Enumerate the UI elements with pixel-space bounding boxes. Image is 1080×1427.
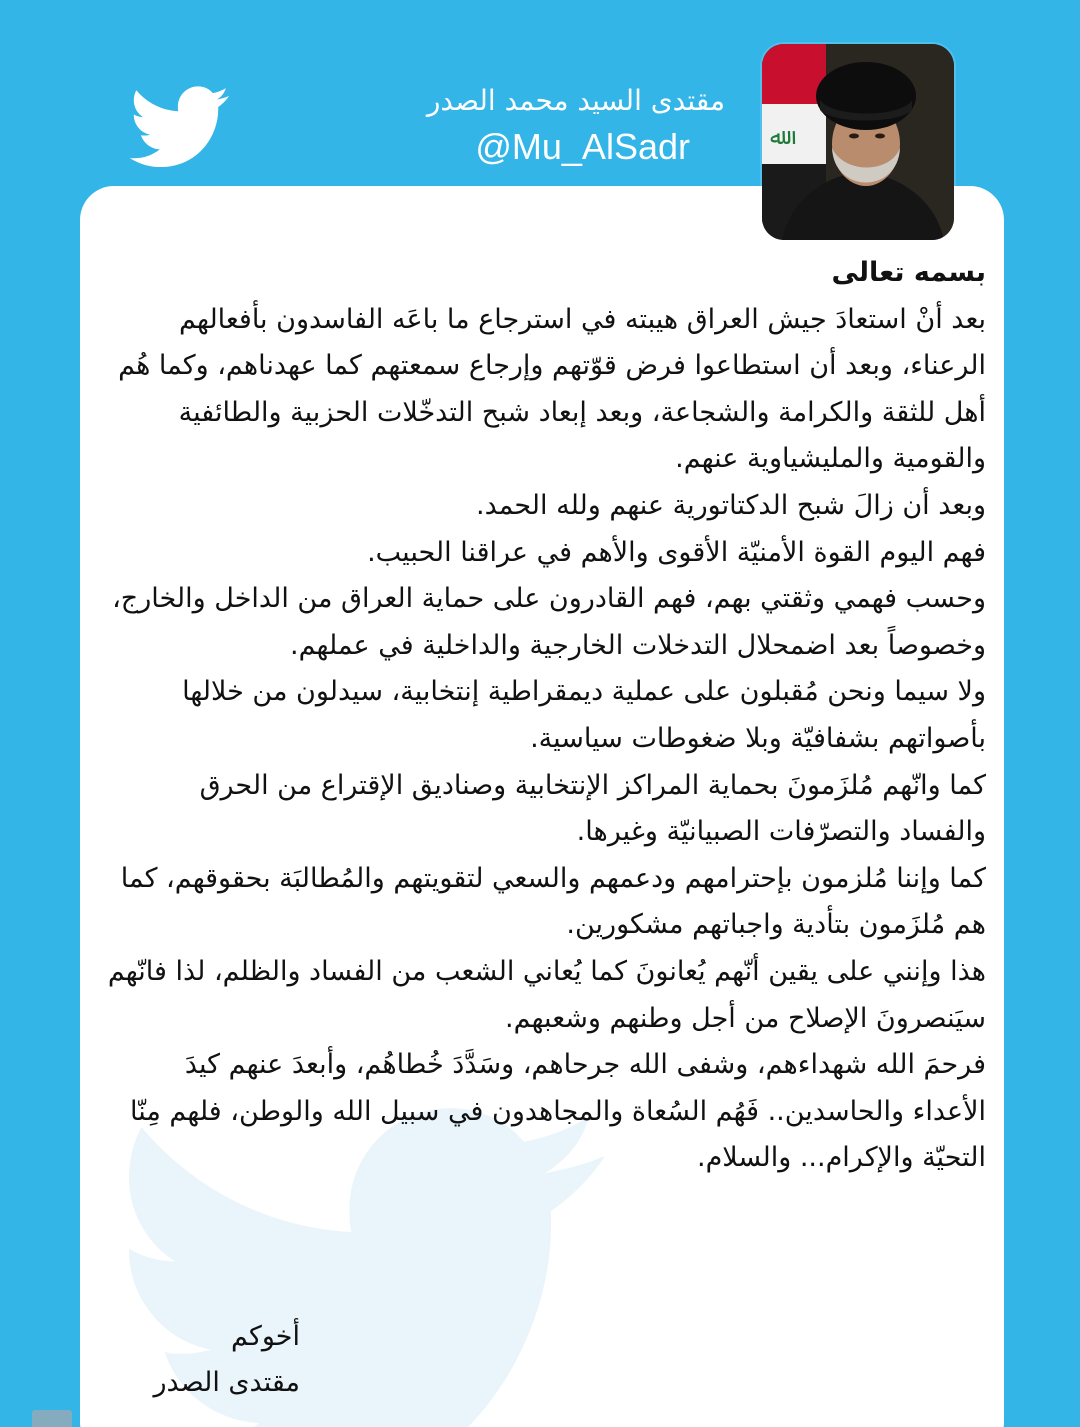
paragraph: فرحمَ الله شهداءهم، وشفى الله جرحاهم، وسَدَّدَ خُطاهُم، وأبعدَ عنهم كيدَ الأعداء والحاسدين.. فَهُم السُعاة والمجاهدون في سبيل الله والوطن، فلهم مِنّا التحيّة والإكرام... والسلام. bbox=[130, 1049, 986, 1174]
salutation: بسمه تعالى bbox=[831, 257, 986, 288]
svg-text:ﷲ: ﷲ bbox=[770, 125, 783, 150]
avatar bbox=[762, 44, 954, 240]
twitter-handle: @Mu_AlSadr bbox=[475, 126, 690, 167]
paragraph: بعد أنْ استعادَ جيش العراق هيبته في استرجاع ما باعَه الفاسدون بأفعالهم الرعناء، وبعد أن استطاعوا فرض قوّتهم وإرجاع سمعتهم كما عهدناهم، وكما هُم أهل للثقة والكرامة والشجاعة، وبعد إبعاد شبح التدخّلات الحزبية والطائفية والقومية والمليشياوية عنهم. bbox=[118, 303, 986, 475]
paragraph: وبعد أن زالَ شبح الدكتاتورية عنهم ولله الحمد. bbox=[475, 489, 986, 521]
display-name: مقتدى السيد محمد الصدر bbox=[426, 84, 725, 117]
paragraph: وحسب فهمي وثقتي بهم، فهم القادرون على حماية العراق من الداخل والخارج، وخصوصاً بعد اضمحلال التدخلات الخارجية والداخلية في عملهم. bbox=[112, 583, 986, 661]
paragraph: كما وانّهم مُلزَمونَ بحماية المراكز الإنتخابية وصناديق الإقتراع من الحرق والفساد والتصرّفات الصبيانيّة وغيرها. bbox=[199, 769, 986, 848]
paragraph: كما وإننا مُلزمون بإحترامهم ودعمهم والسعي لتقويتهم والمُطالبَة بحقوقهم، كما هم مُلزَمون بتأدية واجباتهم مشكورين. bbox=[120, 862, 986, 941]
signature-name: مقتدى الصدر bbox=[153, 1367, 300, 1398]
tweet-body bbox=[106, 250, 986, 1182]
paragraph: ولا سيما ونحن مُقبلون على عملية ديمقراطية إنتخابية، سيدلون من خلالها بأصواتهم بشفافيّة وبلا ضغوطات سياسية. bbox=[182, 676, 986, 754]
profile-photo bbox=[762, 44, 954, 240]
twitter-bird-icon bbox=[128, 86, 232, 170]
signoff: أخوكم bbox=[231, 1321, 300, 1352]
paragraph: فهم اليوم القوة الأمنيّة الأقوى والأهم في عراقنا الحبيب. bbox=[367, 536, 986, 568]
tweet-card bbox=[80, 186, 1004, 1427]
signature-block bbox=[140, 1314, 300, 1406]
source-watermark-logo bbox=[32, 1410, 72, 1427]
paragraph: هذا وإنني على يقين أنّهم يُعانونَ كما يُعاني الشعب من الفساد والظلم، لذا فانّهم سيَنصرونَ الإصلاح من أجل وطنهم وشعبهم. bbox=[107, 955, 986, 1034]
